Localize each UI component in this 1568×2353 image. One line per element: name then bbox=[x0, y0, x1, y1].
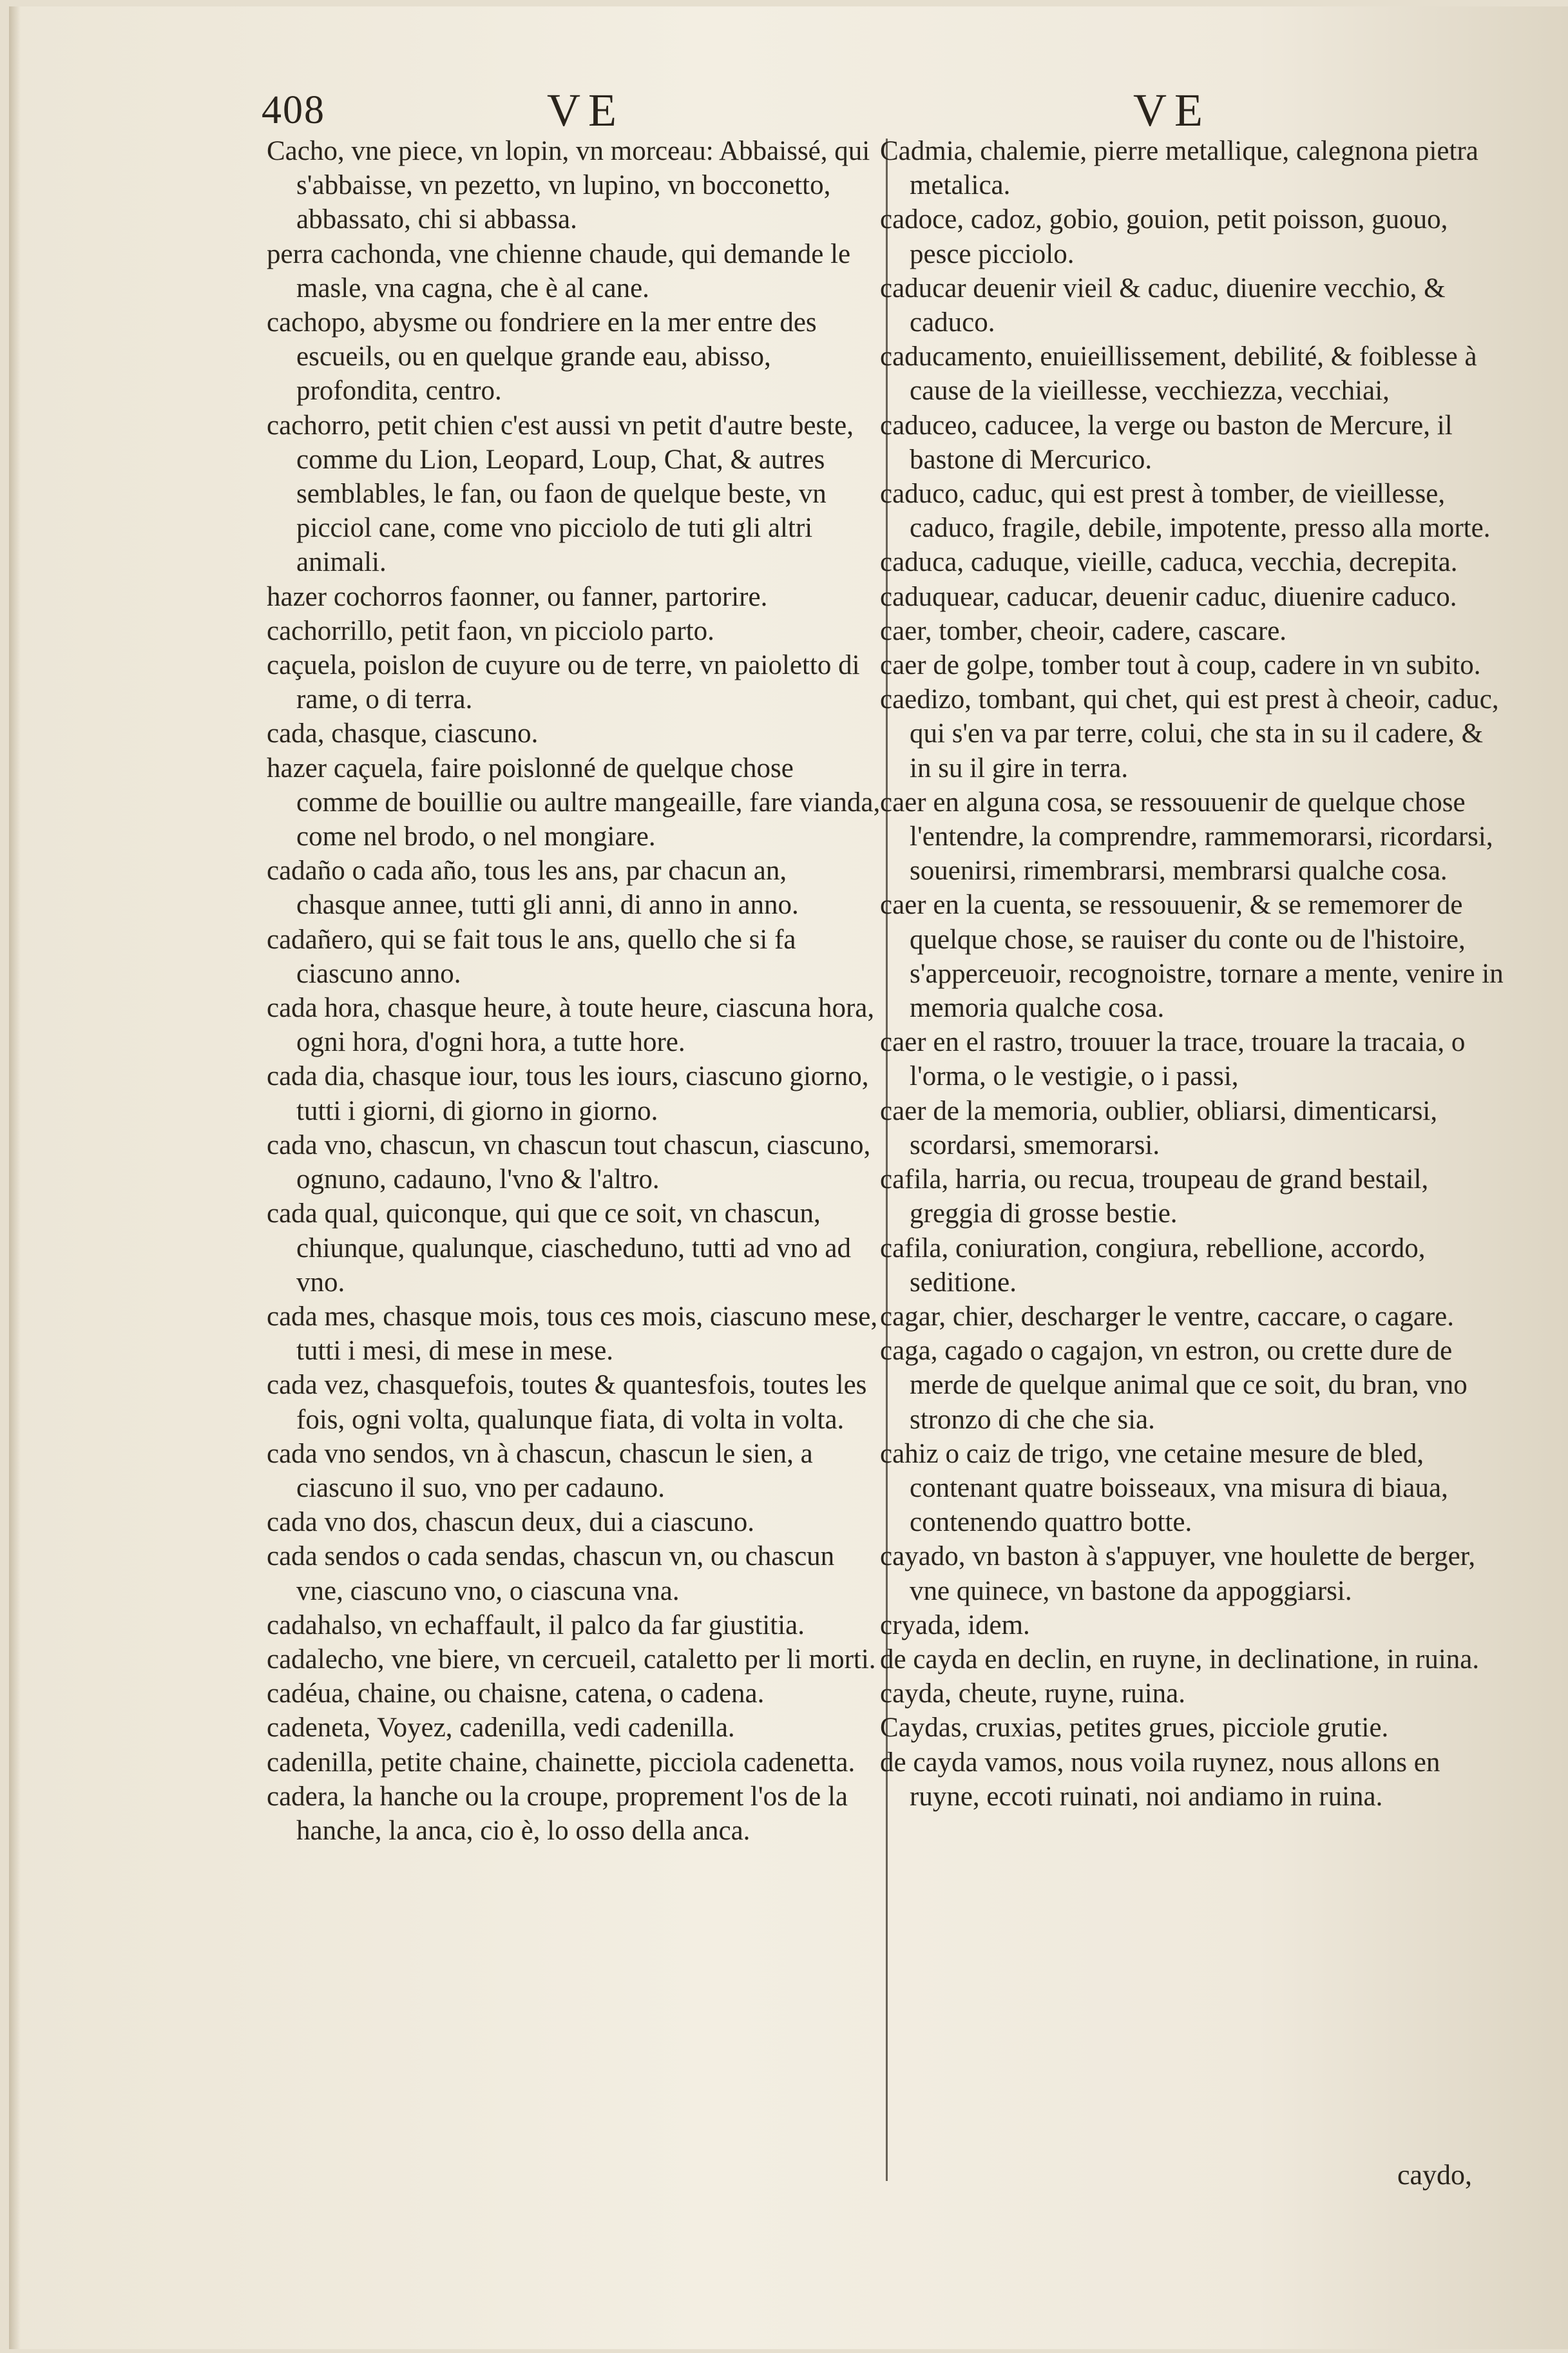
dictionary-entry: caer en la cuenta, se ressouuenir, & se rememorer de quelque chose, se rauiser du conte ou de l'histoire, s'apperceuoir, recognoistre, tornare a mente, venire in memoria qualche cosa. bbox=[880, 890, 1504, 1024]
running-head-right: VE bbox=[1133, 84, 1210, 136]
dictionary-entry: cadahalso, vn echaffault, il palco da far giustitia. bbox=[267, 1609, 805, 1640]
dictionary-entry: Caydas, cruxias, petites grues, picciole grutie. bbox=[880, 1713, 1389, 1743]
catchword: caydo, bbox=[1397, 2159, 1473, 2191]
dictionary-entry: de cayda en declin, en ruyne, in declinatione, in ruina. bbox=[880, 1644, 1480, 1675]
dictionary-entry: cadera, la hanche ou la croupe, proprement l'os de la hanche, la anca, cio è, lo osso della anca. bbox=[267, 1781, 848, 1846]
dictionary-entry: cryada, idem. bbox=[880, 1609, 1030, 1640]
dictionary-entry: caer en alguna cosa, se ressouuenir de quelque chose l'entendre, la comprendre, rammemorarsi, ricordarsi, souenirsi, rimembrarsi, membrarsi qualche cosa. bbox=[880, 787, 1493, 887]
dictionary-entry: cadéua, chaine, ou chaisne, catena, o cadena. bbox=[267, 1678, 765, 1709]
dictionary-entry: cafila, harria, ou recua, troupeau de grand bestail, greggia di grosse bestie. bbox=[880, 1164, 1429, 1229]
left-column bbox=[267, 134, 882, 1848]
dictionary-entry: Cacho, vne piece, vn lopin, vn morceau: Abbaissé, qui s'abbaisse, vn pezetto, vn lupino, vn bocconetto, abbassato, chi si abbassa. bbox=[267, 136, 870, 235]
page-header bbox=[9, 71, 1568, 135]
dictionary-page bbox=[9, 6, 1568, 2349]
dictionary-entry: cahiz o caiz de trigo, vne cetaine mesure de bled, contenant quatre boisseaux, vna misura di biaua, contenendo quattro botte. bbox=[880, 1438, 1448, 1538]
dictionary-entry: caducamento, enuieillissement, debilité, & foiblesse à cause de la vieillesse, vecchiezza, vecchiai, bbox=[880, 341, 1477, 407]
right-column bbox=[880, 134, 1508, 1814]
dictionary-entry: caedizo, tombant, qui chet, qui est prest à cheoir, caduc, qui s'en va par terre, colui, che sta in su il cadere, & in su il gire in terra. bbox=[880, 684, 1499, 783]
dictionary-entry: cafila, coniuration, congiura, rebellione, accordo, seditione. bbox=[880, 1233, 1426, 1298]
dictionary-entry: caer de golpe, tomber tout à coup, cadere in vn subito. bbox=[880, 650, 1481, 681]
dictionary-entry: caduco, caduc, qui est prest à tomber, de vieillesse, caduco, fragile, debile, impotente, presso alla morte. bbox=[880, 479, 1491, 544]
dictionary-entry: cada dia, chasque iour, tous les iours, ciascuno giorno, tutti i giorni, di giorno in giorno. bbox=[267, 1061, 869, 1126]
dictionary-entry: cada hora, chasque heure, à toute heure, ciascuna hora, ogni hora, d'ogni hora, a tutte hore. bbox=[267, 993, 875, 1058]
dictionary-entry: caduquear, caducar, deuenir caduc, diuenire caduco. bbox=[880, 581, 1457, 612]
dictionary-entry: Cadmia, chalemie, pierre metallique, calegnona pietra metalica. bbox=[880, 136, 1478, 201]
dictionary-entry: cada vez, chasquefois, toutes & quantesfois, toutes les fois, ogni volta, qualunque fiata, di volta in volta. bbox=[267, 1370, 867, 1435]
dictionary-entry: cada sendos o cada sendas, chascun vn, ou chascun vne, ciascuno vno, o ciascuna vna. bbox=[267, 1541, 835, 1606]
dictionary-entry: hazer cochorros faonner, ou fanner, partorire. bbox=[267, 581, 768, 612]
dictionary-entry: cadalecho, vne biere, vn cercueil, cataletto per li morti. bbox=[267, 1644, 876, 1675]
dictionary-entry: caduca, caduque, vieille, caduca, vecchia, decrepita. bbox=[880, 547, 1458, 578]
page-edge-shadow bbox=[9, 6, 21, 2349]
dictionary-entry: cachopo, abysme ou fondriere en la mer entre des escueils, ou en quelque grande eau, abisso, profondita, centro. bbox=[267, 307, 817, 407]
dictionary-entry: cada vno sendos, vn à chascun, chascun le sien, a ciascuno il suo, vno per cadauno. bbox=[267, 1438, 813, 1503]
dictionary-entry: cachorrillo, petit faon, vn picciolo parto. bbox=[267, 615, 714, 646]
dictionary-entry: cada vno, chascun, vn chascun tout chascun, ciascuno, ognuno, cadauno, l'vno & l'altro. bbox=[267, 1129, 871, 1195]
dictionary-entry: cada vno dos, chascun deux, dui a ciascuno. bbox=[267, 1507, 755, 1538]
dictionary-entry: cayda, cheute, ruyne, ruina. bbox=[880, 1678, 1185, 1709]
dictionary-entry: cachorro, petit chien c'est aussi vn petit d'autre beste, comme du Lion, Leopard, Loup, Chat, & autres semblables, le fan, ou faon de quelque beste, vn picciol cane, come vno picciolo de tuti gli altri animali. bbox=[267, 410, 854, 578]
dictionary-entry: cadeneta, Voyez, cadenilla, vedi cadenilla. bbox=[267, 1713, 735, 1743]
dictionary-entry: caçuela, poislon de cuyure ou de terre, vn paioletto di rame, o di terra. bbox=[267, 650, 860, 715]
dictionary-entry: caer en el rastro, trouuer la trace, trouare la tracaia, o l'orma, o le vestigie, o i passi, bbox=[880, 1027, 1466, 1092]
dictionary-entry: cadenilla, petite chaine, chainette, picciola cadenetta. bbox=[267, 1747, 856, 1778]
dictionary-entry: caga, cagado o cagajon, vn estron, ou crette dure de merde de quelque animal que ce soit, du bran, vno stronzo di che che sia. bbox=[880, 1336, 1468, 1435]
dictionary-entry: cada mes, chasque mois, tous ces mois, ciascuno mese, tutti i mesi, di mese in mese. bbox=[267, 1301, 878, 1367]
dictionary-entry: perra cachonda, vne chienne chaude, qui demande le masle, vna cagna, che è al cane. bbox=[267, 238, 851, 303]
dictionary-entry: caer de la memoria, oublier, obliarsi, dimenticarsi, scordarsi, smemorarsi. bbox=[880, 1095, 1438, 1160]
dictionary-entry: cadaño o cada año, tous les ans, par chacun an, chasque annee, tutti gli anni, di anno in anno. bbox=[267, 856, 799, 921]
dictionary-entry: cayado, vn baston à s'appuyer, vne houlette de berger, vne quinece, vn bastone da appoggiarsi. bbox=[880, 1541, 1476, 1606]
dictionary-entry: cada, chasque, ciascuno. bbox=[267, 718, 539, 749]
dictionary-entry: caer, tomber, cheoir, cadere, cascare. bbox=[880, 615, 1287, 646]
dictionary-entry: hazer caçuela, faire poislonné de quelque chose comme de bouillie ou aultre mangeaille, fare vianda, come nel brodo, o nel mongiare. bbox=[267, 753, 881, 852]
dictionary-entry: cada qual, quiconque, qui que ce soit, vn chascun, chiunque, qualunque, ciascheduno, tutti ad vno ad vno. bbox=[267, 1198, 851, 1298]
dictionary-entry: de cayda vamos, nous voila ruynez, nous allons en ruyne, eccoti ruinati, noi andiamo in ruina. bbox=[880, 1747, 1440, 1812]
running-head-left: VE bbox=[547, 84, 624, 136]
dictionary-entry: caduceo, caducee, la verge ou baston de Mercure, il bastone di Mercurico. bbox=[880, 410, 1453, 475]
dictionary-entry: caducar deuenir vieil & caduc, diuenire vecchio, & caduco. bbox=[880, 273, 1446, 338]
dictionary-entry: cagar, chier, descharger le ventre, caccare, o cagare. bbox=[880, 1301, 1454, 1332]
page-number: 408 bbox=[262, 88, 325, 132]
dictionary-entry: cadañero, qui se fait tous le ans, quello che si fa ciascuno anno. bbox=[267, 924, 796, 989]
dictionary-entry: cadoce, cadoz, gobio, gouion, petit poisson, guouo, pesce picciolo. bbox=[880, 204, 1448, 269]
